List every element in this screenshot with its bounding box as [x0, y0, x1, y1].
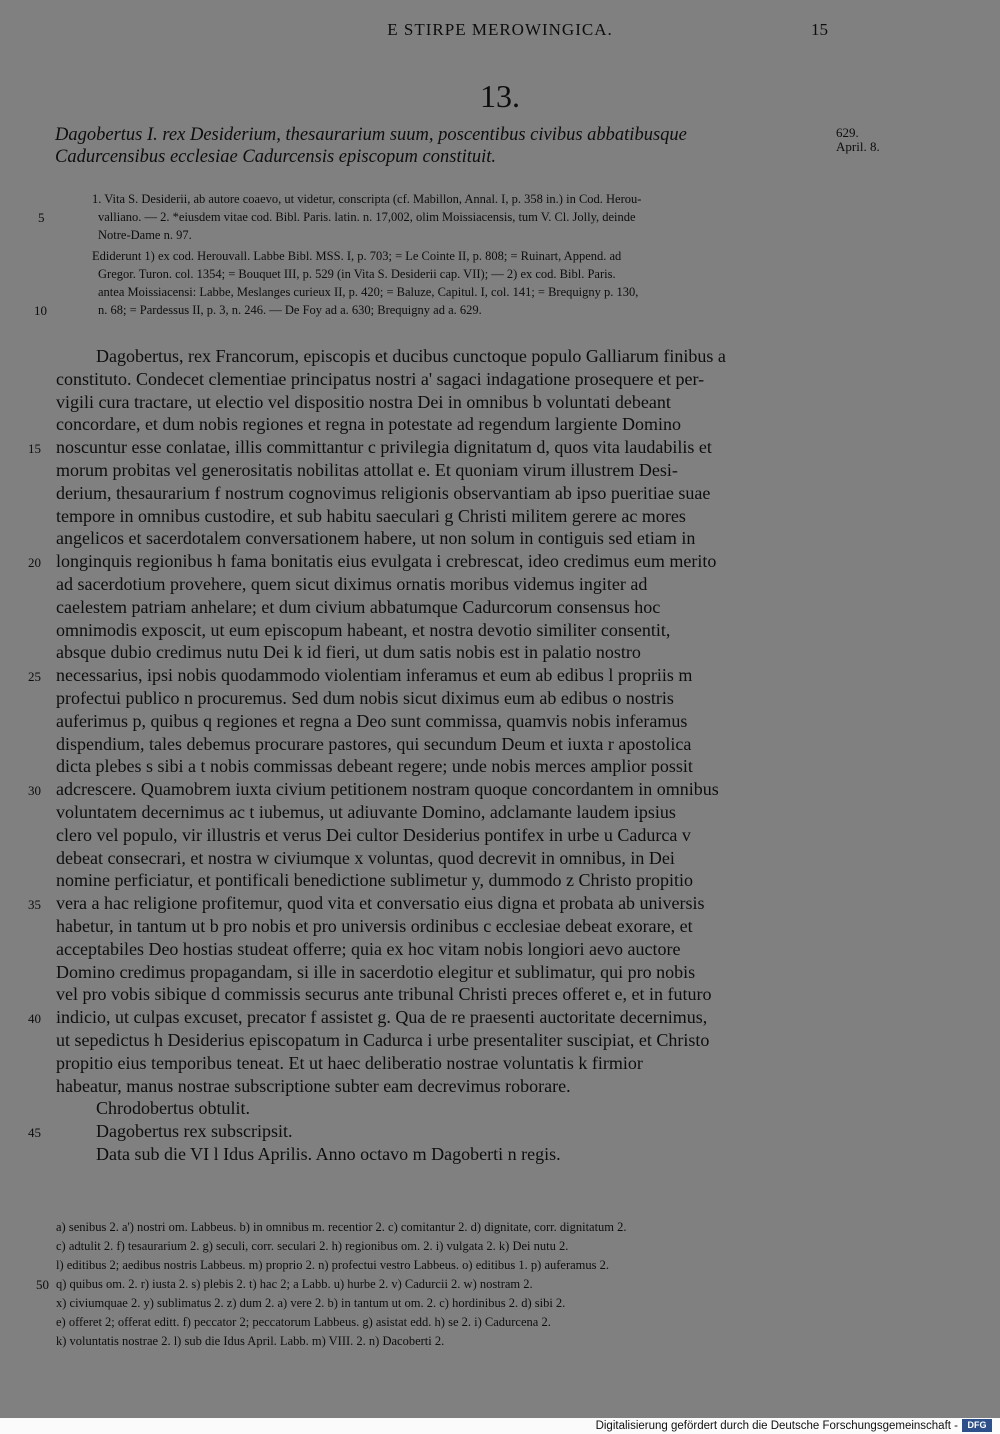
charter-line: voluntatem decernimus ac t iubemus, ut adiuvante Domino, adclamante laudem ipsius [56, 802, 676, 822]
charter-line: omnimodis exposcit, ut eum episcopum habeant, et nostra devotio similiter consentit, [56, 619, 671, 640]
line-number: 10 [34, 303, 47, 318]
charter-line: adcrescere. Quamobrem iuxta civium petitionem nostram quoque concordantem in omnibus [56, 779, 719, 800]
apparatus-line: valliano. — 2. *eiusdem vitae cod. Bibl. Paris. latin. n. 17,002, olim Moissiacensis, tum V. Cl. Jolly, deinde [98, 210, 636, 224]
date-year: 629. [836, 125, 859, 140]
closing-line: Data sub die VI l Idus Aprilis. Anno octavo m Dagoberti n regis. [96, 1144, 561, 1164]
charter-line: profectui publico n procuremus. Sed dum nobis sicut diximus eum ab edibus o nostris [56, 688, 674, 708]
charter-line: dicta plebes s sibi a t nobis commissas debeant regere; unde nobis merces amplior possit [56, 756, 693, 777]
apparatus-line: Notre-Dame n. 97. [98, 228, 192, 242]
line-number: 30 [28, 783, 41, 799]
charter-line: nomine perficiatur, et pontificali benedictione sublimetur y, dummodo z Christo propitio [56, 870, 693, 891]
line-number: 15 [28, 441, 41, 457]
charter-line: necessarius, ipsi nobis quodammodo violentiam inferamus et eum ab edibus l propriis m [56, 665, 693, 686]
charter-line: longinquis regionibus h fama bonitatis eius evulgata i crebrescat, ideo credimus eum merito [56, 551, 717, 572]
apparatus-line: Ediderunt 1) ex cod. Herouvall. Labbe Bibl. MSS. I, p. 703; = Le Cointe II, p. 808; = Ruinart, Append. ad [92, 249, 622, 263]
apparatus-line: 1. Vita S. Desiderii, ab autore coaevo, ut videtur, conscripta (cf. Mabillon, Annal. I, p. 358 in.) in Cod. Herou- [92, 192, 642, 206]
page-number: 15 [811, 20, 828, 39]
charter-line: indicio, ut culpas excuset, precator f assistet g. Qua de re praesenti auctoritate decernimus, [56, 1007, 708, 1028]
footnote-line: q) quibus om. 2. r) iusta 2. s) plebis 2. t) hac 2; a Labb. u) hurbe 2. v) Cadurcii 2. w) nostram 2. [56, 1277, 533, 1291]
footnote-line: k) voluntatis nostrae 2. l) sub die Idus April. Labb. m) VIII. 2. n) Dacoberti 2. [56, 1334, 445, 1348]
footnote-line: c) adtulit 2. f) tesaurarium 2. g) seculi, corr. seculari 2. h) regionibus om. 2. i) vulgata 2. k) Dei nutu 2. [56, 1239, 569, 1253]
footnote-line: x) civiumquae 2. y) sublimatus 2. z) dum 2. a) vere 2. b) in tantum ut om. 2. c) hordinibus 2. d) sibi 2. [56, 1296, 566, 1310]
charter-line: habeatur, manus nostrae subscriptione subter eam decrevimus roborare. [56, 1075, 571, 1096]
charter-line: angelicos et sacerdotalem conversationem habere, ut non solum in contiguis sed etiam in [56, 528, 696, 549]
charter-line: clero vel populo, vir illustris et verus Dei cultor Desiderius pontifex in urbe u Cadurca v [56, 824, 691, 845]
document-title-line: Dagobertus I. rex Desiderium, thesaurarium suum, poscentibus civibus abbatibusque [55, 125, 687, 145]
closing-line: Chrodobertus obtulit. [96, 1098, 250, 1119]
charter-line: Dagobertus, rex Francorum, episcopis et ducibus cunctoque populo Galliarum finibus a [96, 346, 726, 366]
charter-line: debeat consecrari, et nostra w civiumque x voluntas, quod decrevit in omnibus, in Dei [56, 847, 675, 868]
document-title-line: Cadurcensibus ecclesiae Cadurcensis episcopum constituit. [55, 147, 497, 167]
charter-line: acceptabiles Deo hostias studeat offerre; quia ex hoc vitam nobis longiori aevo auctore [56, 938, 681, 959]
charter-line: morum probitas vel generositatis nobilitas attollat e. Et quoniam virum illustrem Desi- [56, 460, 678, 480]
apparatus-line: n. 68; = Pardessus II, p. 3, n. 246. — De Foy ad a. 630; Brequigny ad a. 629. [98, 303, 482, 317]
charter-line: concordare, et dum nobis regiones et regna in potestate ad regendum largiente Domino [56, 414, 681, 435]
charter-line: vera a hac religione profitemur, quod vita et conversatio eius digna et probata ab universis [56, 893, 705, 914]
charter-line: propitio eius temporibus teneat. Et ut haec deliberatio nostrae voluntatis k firmior [56, 1052, 643, 1073]
charter-line: dispendium, tales debemus procurare pastores, qui secundum Deum et iuxta r apostolica [56, 733, 692, 754]
charter-line: ad sacerdotium provehere, quem sicut diximus ornatis moribus videmus ingiter ad [56, 574, 648, 594]
running-header: E STIRPE MEROWINGICA. [387, 20, 613, 39]
charter-line: auferimus p, quibus q regiones et regna a Deo sunt commissa, quamvis nobis inferamus [56, 710, 688, 731]
footnote-line: e) offeret 2; offerat editt. f) peccator 2; peccatorum Labbeus. g) asistat edd. h) se 2. i) Cadurcena 2. [56, 1315, 551, 1329]
line-number: 50 [36, 1277, 49, 1292]
closing-line: Dagobertus rex subscripsit. [96, 1121, 293, 1142]
line-number: 25 [28, 669, 41, 685]
date-day: April. 8. [836, 139, 880, 154]
date-margin-note [836, 126, 906, 154]
charter-line: tempore in omnibus custodire, et sub habitu saeculari g Christi militem gerere ac mores [56, 505, 686, 526]
footnote-line: a) senibus 2. a') nostri om. Labbeus. b) in omnibus m. recentior 2. c) comitantur 2. d) dignitate, corr. dignitatum 2. [56, 1220, 627, 1234]
document-title [55, 124, 830, 168]
line-number: 20 [28, 555, 41, 571]
line-number: 40 [28, 1011, 41, 1027]
charter-line: derium, thesaurarium f nostrum cognovimus religionis observantiam ab ipso pueritiae suae [56, 482, 711, 503]
charter-line: caelestem patriam anhelare; et dum civium abbatumque Cadurcorum consensus hoc [56, 596, 661, 617]
charter-line: habetur, in tantum ut b pro nobis et pro universis ordinibus c ecclesiae debeat exorare, et [56, 916, 693, 936]
charter-line: noscuntur esse conlatae, illis committantur c privilegia dignitatum d, quos vita laudabilis et [56, 437, 712, 458]
charter-line: Domino credimus propagandam, si ille in sacerdotio elegitur et sublimatur, qui pro nobis [56, 961, 696, 982]
charter-line: vel pro vobis sibique d commissis securus ante tribunal Christi preces offeret e, et in futuro [56, 984, 712, 1005]
footnote-line: l) editibus 2; aedibus nostris Labbeus. m) proprio 2. n) profectui vestro Labbeus. o) editibus 1. p) auferamus 2. [56, 1258, 610, 1272]
apparatus-line: antea Moissiacensi: Labbe, Meslanges curieux II, p. 420; = Baluze, Capitul. I, col. 141; = Brequigny p. 130, [98, 285, 639, 299]
line-number: 5 [38, 210, 45, 225]
apparatus-line: Gregor. Turon. col. 1354; = Bouquet III, p. 529 (in Vita S. Desiderii cap. VII); — 2) ex cod. Bibl. Paris. [98, 267, 616, 281]
charter-line: constituto. Condecet clementiae principatus nostri a' sagaci indagatione prosequere et per- [56, 368, 705, 389]
dfg-logo: DFG [962, 1419, 992, 1432]
footer-credit: Digitalisierung gefördert durch die Deutsche Forschungsgemeinschaft - [595, 1420, 958, 1432]
line-number: 35 [28, 897, 41, 913]
charter-line: absque dubio credimus nutu Dei k id fieri, ut dum satis nobis est in palatio nostro [56, 642, 641, 663]
document-number: 13. [480, 78, 520, 114]
charter-line: ut sepedictus h Desiderius episcopatum in Cadurca i urbe presentaliter suscipiat, et Christo [56, 1030, 710, 1050]
charter-line: vigili cura tractare, ut electio vel dispositio nostra Dei in omnibus b voluntati debeant [56, 391, 671, 412]
line-number: 45 [28, 1125, 41, 1141]
